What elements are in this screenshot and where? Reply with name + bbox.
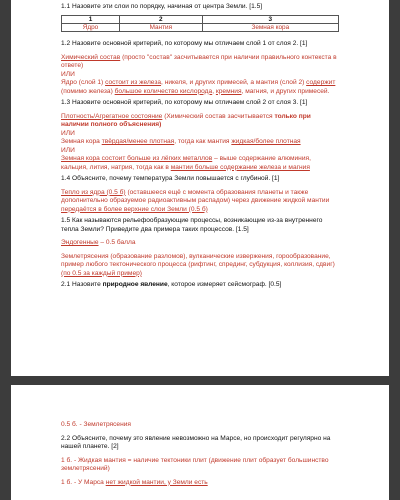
layers-header-3: 3	[202, 15, 338, 23]
answer-1-4: Тепло из ядра (0.5 б) (оставшееся ещё с момента образования планеты и также дополнительно образуемое радиоактивным распадом) через движение жидкой мантии передаётся в более верхние слои Земли (0.5 б)	[61, 188, 330, 213]
answer-1-3-option-2: Земная кора твёрдая/менее плотная, тогда как мантия жидкая/более плотная	[61, 138, 301, 146]
layers-header-2: 2	[120, 15, 203, 23]
layers-answer-2: Мантия	[120, 23, 203, 31]
answer-1-2-option-1: Химический состав (просто "состав" засчитывается при наличии правильного контекста в ответе)	[61, 53, 337, 70]
document-page-1	[11, 0, 389, 376]
answer-2-1: 0.5 б. - Землетрясения	[61, 421, 131, 428]
answer-1-2-option-2: Ядро (слой 1) состоит из железа, никеля, и других примесей, а мантия (слой 2) содержит (помимо железа) большое количество кислорода, кремния, магния, и других примесей.	[61, 79, 336, 95]
question-2-1: 2.1 Назовите природное явление, которое измеряет сейсмограф. [0.5]	[61, 281, 282, 289]
document-page-2	[11, 385, 389, 500]
layers-header-1: 1	[62, 15, 120, 23]
answer-1-3-option-3: Земная кора состоит больше из лёгких металлов – выше содержание алюминия, кальция, лития, натрия, тогда как в мантии больше содержание железа и магния	[61, 155, 311, 171]
question-1-3: 1.3 Назовите основной критерий, по которому мы отличаем слой 2 от слоя 3. [1]	[61, 99, 308, 107]
answer-1-5-part-2: Землетрясения (образование разломов), вулканические извержения, горообразование, пример любого тектонического процесса (рифтинг, спрединг, субдукция, коллизия, сдвиг) (по 0.5 за каждый пример)	[61, 252, 335, 277]
question-2-2: 2.2 Объясните, почему это явление невозможно на Марсе, но происходит регулярно на нашей планете. [2]	[61, 434, 331, 450]
answer-2-2-part-1: 1 б. - Жидкая мантия = наличие тектоники плит (движение плит образует большинство землетрясений)	[61, 456, 329, 472]
answer-1-5-part-1: Эндогенные – 0.5 балла	[61, 239, 136, 247]
layers-answer-1: Ядро	[62, 23, 120, 31]
answer-1-3-or-2: ИЛИ	[61, 146, 75, 154]
question-1-2: 1.2 Назовите основной критерий, по которому мы отличаем слой 1 от слоя 2. [1]	[61, 40, 308, 48]
answer-1-2-or: ИЛИ	[61, 70, 75, 78]
layers-table	[61, 15, 339, 33]
answer-1-3-or: ИЛИ	[61, 129, 75, 137]
answer-2-2-part-2: 1 б. - У Марса нет жидкой мантии, у Земли есть	[61, 478, 208, 486]
question-1-5: 1.5 Как называются рельефообразующие процессы, возникающие из-за внутреннего тепла Земли? Приведите два примера таких процессов. [1.5]	[61, 217, 323, 233]
question-1-1: 1.1 Назовите эти слои по порядку, начиная от центра Земли. [1.5]	[61, 3, 263, 10]
layers-answer-3: Земная кора	[202, 23, 338, 31]
question-1-4: 1.4 Объясните, почему температура Земли повышается с глубиной. [1]	[61, 175, 280, 183]
answer-1-3-option-1: Плотность/Агрегатное состояние (Химический состав засчитывается только при наличии полного объяснения)	[61, 112, 311, 129]
